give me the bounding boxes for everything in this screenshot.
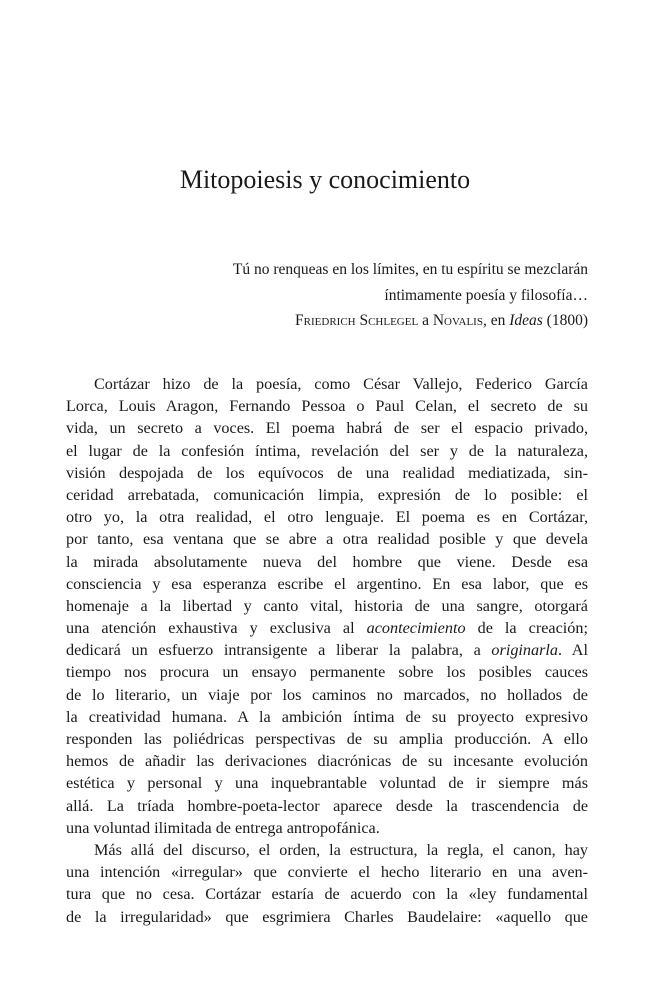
text-run: el lugar de la confesión íntima, revelación del ser y de la naturaleza,	[66, 441, 588, 460]
epigraph	[148, 257, 588, 334]
epigraph-work: Ideas	[509, 312, 543, 329]
paragraph-1-line	[66, 684, 588, 706]
paragraph-1-line	[66, 440, 588, 462]
text-run: tura que no cesa. Cortázar estaría de acuerdo con la «ley fundamental	[66, 885, 588, 904]
epigraph-en: , en	[482, 312, 506, 329]
epigraph-attribution	[148, 308, 588, 334]
text-run: . Al	[557, 641, 588, 660]
paragraph-2-line	[66, 861, 588, 883]
text-run: de lo literario, un viaje por los caminos no marcados, no hollados de	[66, 685, 588, 704]
text-run: por tanto, esa ventana que se abre a otra realidad posible y que devela	[66, 530, 588, 549]
epigraph-quote-line-2: íntimamente poesía y filosofía…	[384, 286, 588, 304]
italic-term: originarla	[491, 641, 558, 660]
italic-term: acontecimiento	[366, 619, 466, 638]
paragraph-1-line	[66, 484, 588, 506]
body-text	[66, 373, 588, 928]
text-run: otro yo, la otra realidad, el otro lenguaje. El poema es en Cortázar,	[66, 508, 588, 527]
text-run: la creatividad humana. A la ambición íntima de su proyecto expresivo	[66, 707, 588, 726]
paragraph-1-line	[66, 462, 588, 484]
epigraph-connector: a	[422, 312, 429, 329]
epigraph-quote-line-1: Tú no renqueas en los límites, en tu espíritu se mezclarán	[232, 261, 588, 278]
paragraph-1-line	[66, 795, 588, 817]
text-run: la mirada absolutamente nueva del hombre que viene. Desde esa	[66, 552, 588, 571]
paragraph-1-line	[66, 373, 588, 395]
text-run: de la creación;	[465, 619, 588, 638]
text-run: ceridad arrebatada, comunicación limpia, expresión de lo posible: el	[66, 485, 588, 504]
chapter-title: Mitopoiesis y conocimiento	[179, 165, 471, 194]
paragraph-1-line	[66, 617, 588, 639]
paragraph-1-line	[66, 573, 588, 595]
paragraph-2-line	[66, 906, 588, 928]
text-run: una intención «irregular» que convierte el hecho literario en una aven-	[66, 863, 588, 882]
paragraph-1-line	[66, 772, 588, 794]
paragraph-1-line	[66, 661, 588, 683]
paragraph-1-line	[66, 395, 588, 417]
text-run: vida, un secreto a voces. El poema habrá de ser el espacio privado,	[66, 419, 588, 438]
paragraph-1-line	[66, 595, 588, 617]
paragraph-1-line	[66, 728, 588, 750]
paragraph-1-line	[66, 528, 588, 550]
text-run: estética y personal y una inquebrantable voluntad de ir siempre más	[66, 774, 588, 793]
text-run: consciencia y esa esperanza escribe el argentino. En esa labor, que es	[66, 574, 588, 593]
paragraph-1-line	[66, 551, 588, 573]
paragraph-1-line	[66, 750, 588, 772]
paragraph-1-line	[66, 639, 588, 661]
text-run: de la irregularidad» que esgrimiera Charles Baudelaire: «aquello que	[66, 907, 588, 926]
epigraph-recipient: Novalis	[432, 312, 483, 329]
text-run: hemos de añadir las derivaciones diacrónicas de su incesante evolución	[66, 752, 588, 771]
paragraph-2-line	[66, 883, 588, 905]
text-run: tiempo nos procura un ensayo permanente sobre los posibles cauces	[66, 663, 588, 682]
text-run: Lorca, Louis Aragon, Fernando Pessoa o Paul Celan, el secreto de su	[66, 397, 588, 416]
text-run: Más allá del discurso, el orden, la estructura, la regla, el canon, hay	[94, 840, 588, 859]
text-run: una voluntad ilimitada de entrega antropofánica.	[66, 818, 380, 837]
text-run: Cortázar hizo de la poesía, como César Vallejo, Federico García	[94, 375, 588, 393]
paragraph-1-line	[66, 506, 588, 528]
paragraph-1-line	[66, 706, 588, 728]
text-run: homenaje a la libertad y canto vital, historia de una sangre, otorgará	[66, 596, 588, 615]
epigraph-year: (1800)	[546, 312, 588, 329]
epigraph-author: Friedrich Schlegel	[295, 312, 419, 329]
text-run: visión despojada de los equívocos de una realidad mediatizada, sin-	[66, 463, 588, 482]
paragraph-1-line	[66, 817, 588, 839]
paragraph-1-line	[66, 417, 588, 439]
text-run: responden las poliédricas perspectivas de su amplia producción. A ello	[66, 730, 588, 748]
text-run: allá. La tríada hombre-poeta-lector aparece desde la trascendencia de	[66, 796, 588, 815]
paragraph-2-line	[66, 839, 588, 861]
text-run: una atención exhaustiva y exclusiva al	[66, 619, 367, 638]
text-run: dedicará un esfuerzo intransigente a liberar la palabra, a	[66, 641, 492, 660]
